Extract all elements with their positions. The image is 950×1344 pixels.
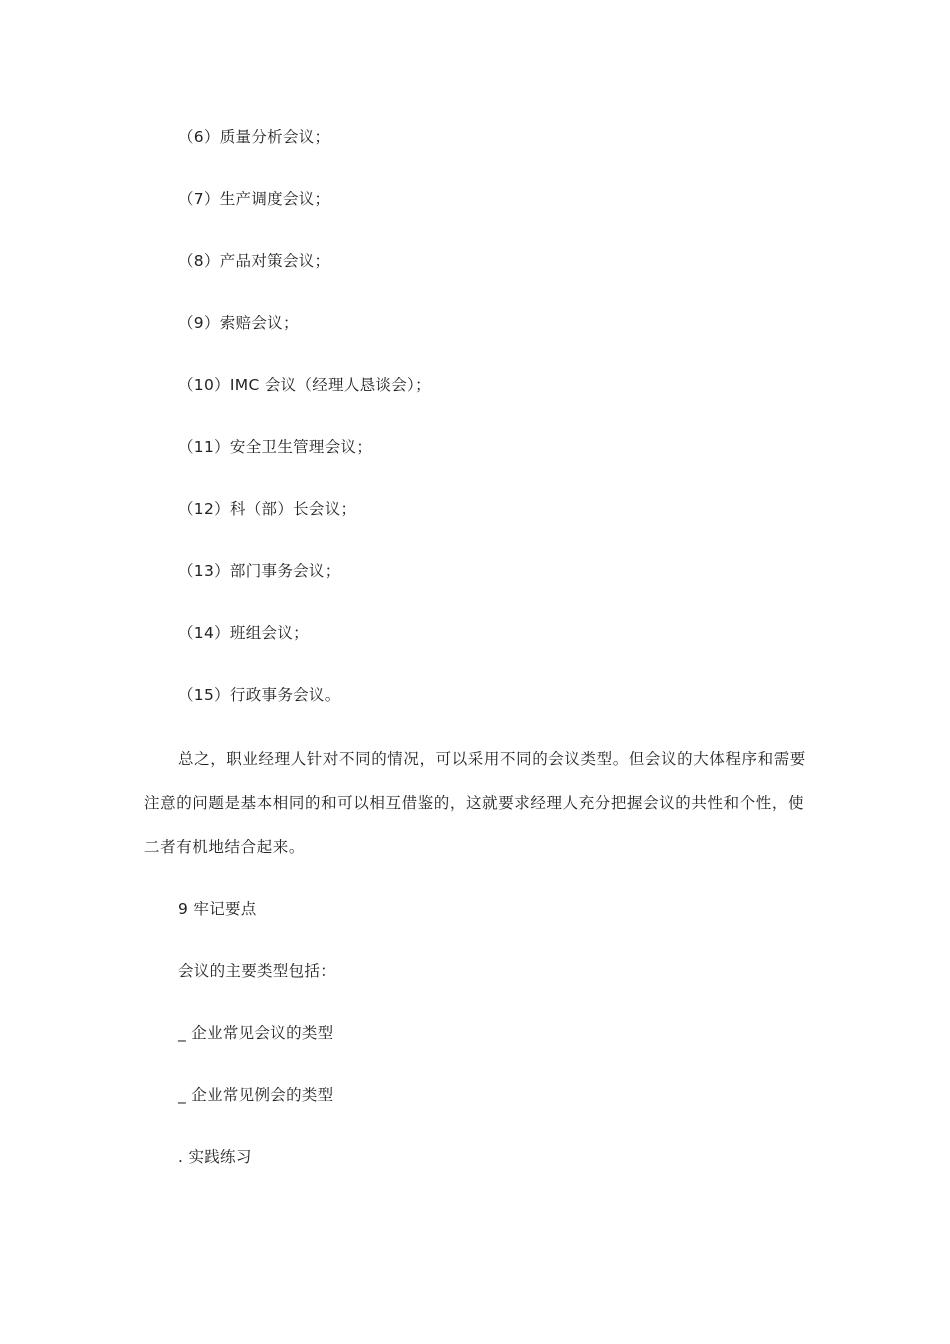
list-item: （7）生产调度会议； — [178, 190, 331, 208]
list-item: （14）班组会议； — [178, 624, 309, 642]
summary-paragraph: 总之，职业经理人针对不同的情况，可以采用不同的会议类型。但会议的大体程序和需要注意的问题是基本相同的和可以相互借鉴的，这就要求经理人充分把握会议的共性和个性，使二者有机地结合起来。 — [144, 750, 806, 856]
list-item: （15）行政事务会议。 — [178, 686, 341, 704]
practice-heading: . 实践练习 — [178, 1148, 252, 1166]
list-item: （11）安全卫生管理会议； — [178, 438, 373, 456]
list-item: （12）科（部）长会议； — [178, 500, 357, 518]
key-points-intro: 会议的主要类型包括： — [178, 962, 337, 980]
list-item: （13）部门事务会议； — [178, 562, 341, 580]
key-point-item: _ 企业常见例会的类型 — [178, 1086, 334, 1104]
key-point-item: _ 企业常见会议的类型 — [178, 1024, 334, 1042]
list-item: （9）索赔会议； — [178, 314, 299, 332]
list-item: （8）产品对策会议； — [178, 252, 331, 270]
list-item: （6）质量分析会议； — [178, 128, 331, 146]
key-points-heading: 9 牢记要点 — [178, 900, 257, 918]
list-item: （10）IMC 会议（经理人恳谈会）； — [178, 376, 431, 394]
